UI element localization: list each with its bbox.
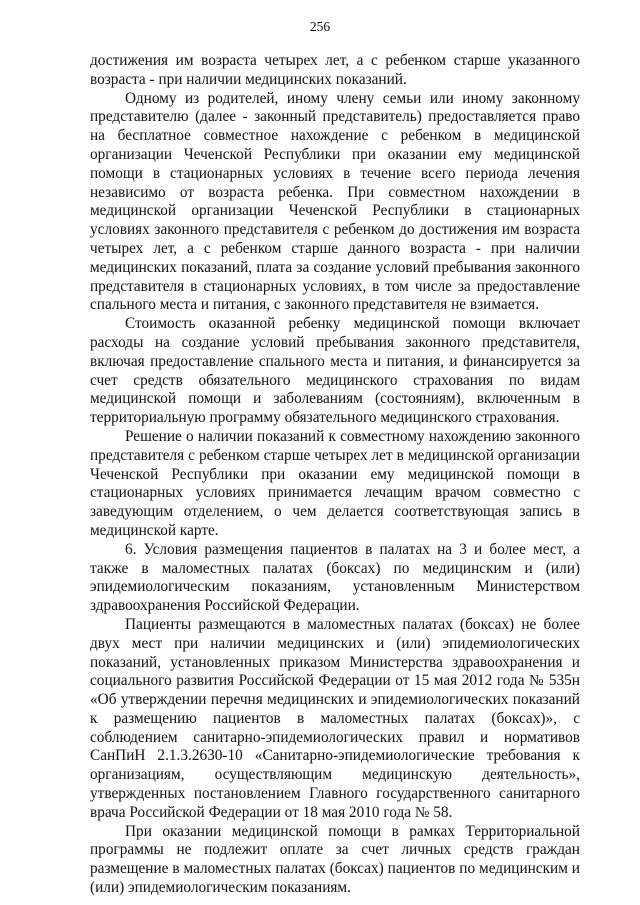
paragraph-no-payment: При оказании медицинской помощи в рамках Территориальной программы не подлежит оплате за счет личных средств граждан размещение в маломестных палатах (боксах) пациентов по медицинским и (или) эпидемиологическим показаниям. (90, 822, 580, 897)
paragraph-joint-stay-right: Одному из родителей, иному члену семьи или иному законному представителю (далее - законный представитель) предоставляется право на бесплатное совместное нахождение с ребенком в медицинской организации Чеченской Республики при оказании ему медицинской помощи в стационарных условиях в течение всего периода лечения независимо от возраста ребенка. При совместном нахождении в медицинской организации Чеченской Республики в стационарных условиях законного представителя с ребенком до достижения им возраста четырех лет, а с ребенком старше данного возраста - при наличии медицинских показаний, плата за создание условий пребывания законного представителя в стационарных условиях, в том числе за предоставление спального места и питания, с законного представителя не взимается. (90, 89, 580, 314)
paragraph-small-wards-placement: Пациенты размещаются в маломестных палатах (боксах) не более двух мест при наличии медицинских и (или) эпидемиологических показаний, установленных приказом Министерства здравоохранения и социального развития Российской Федерации от 15 мая 2012 года № 535н «Об утверждении перечня медицинских и эпидемиологических показаний к размещению пациентов в маломестных палатах (боксах)», с соблюдением санитарно-эпидемиологических правил и нормативов СанПиН 2.1.3.2630-10 «Санитарно-эпидемиологические требования к организациям, осуществляющим медицинскую деятельность», утвержденных постановлением Главного государственного санитарного врача Российской Федерации от 18 мая 2010 года № 58. (90, 615, 580, 821)
page-number: 256 (309, 19, 331, 34)
document-body (90, 52, 580, 898)
section-6-heading: 6. Условия размещения пациентов в палатах на 3 и более мест, а также в маломестных палатах (боксах) по медицинским и (или) эпидемиологическим показаниям, установленным Министерством здравоохранения Российской Федерации. (90, 540, 580, 615)
paragraph-continuation: достижения им возраста четырех лет, а с ребенком старше указанного возраста - при наличии медицинских показаний. (90, 52, 580, 88)
paragraph-decision-on-indications: Решение о наличии показаний к совместному нахождению законного представителя с ребенком старше четырех лет в медицинской организации Чеченской Республики при оказании ему медицинской помощи в стационарных условиях принимается лечащим врачом совместно с заведующим отделением, о чем делается соответствующая запись в медицинской карте. (90, 427, 580, 539)
paragraph-cost-of-care: Стоимость оказанной ребенку медицинской помощи включает расходы на создание условий пребывания законного представителя, включая предоставление спального места и питания, и финансируется за счет средств обязательного медицинского страхования по видам медицинской помощи и заболеваниям (состояниям), включенным в территориальную программу обязательного медицинского страхования. (90, 315, 580, 427)
